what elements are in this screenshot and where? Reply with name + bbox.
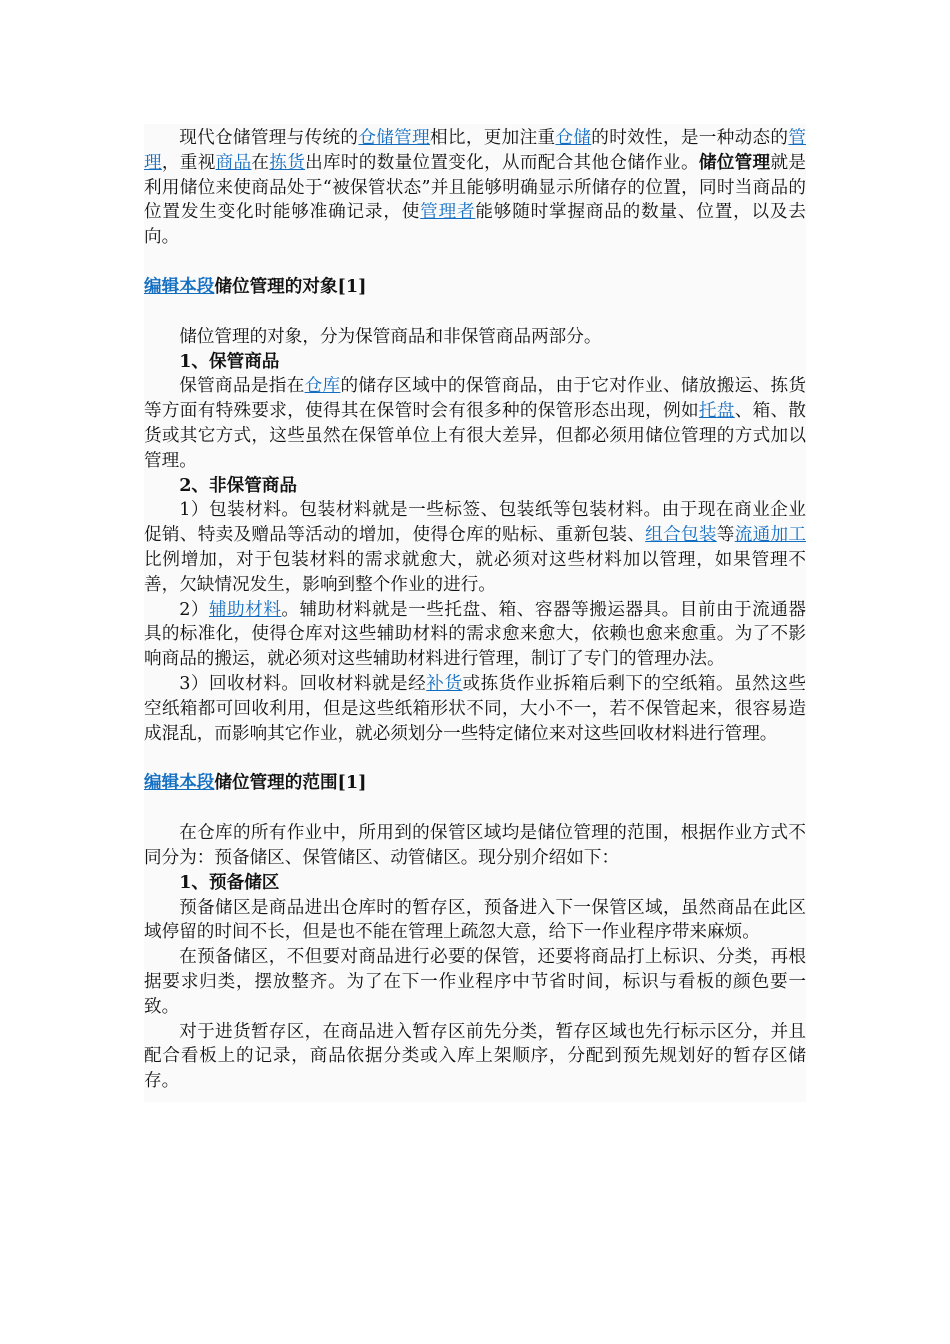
paragraph: 储位管理的对象，分为保管商品和非保管商品两部分。	[179, 326, 602, 347]
paragraph	[144, 672, 806, 746]
paragraph: 预备储区是商品进出仓库时的暂存区，预备进入下一保管区域，虽然商品在此区域停留的时间不长，但是也不能在管理上疏忽大意，给下一作业程序带来麻烦。	[144, 897, 806, 943]
subheading	[144, 474, 806, 499]
section-heading-scope	[144, 771, 806, 796]
article-body	[144, 124, 806, 1102]
link-warehouse[interactable]: 仓库	[304, 376, 341, 397]
subheading-text: 1、保管商品	[179, 350, 280, 372]
paragraph	[144, 498, 806, 597]
bold-term: 储位管理	[698, 151, 771, 173]
text: 或拣货作业拆箱后剩下的空纸箱。虽然这些空纸箱都可回收利用，但是这些纸箱形状不同，大小不一，若不保管起来，很容易造成混乱，而影响其它作业，就必须划分一些特定储位来对这些回收材料进行管理。	[144, 673, 806, 744]
text: 等	[716, 525, 735, 546]
link-warehousing[interactable]: 仓储	[555, 128, 592, 148]
edit-section-link[interactable]: 编辑本段	[144, 772, 215, 794]
link-auxiliary-materials[interactable]: 辅助材料	[209, 599, 282, 620]
section-title: 储位管理的对象[1]	[214, 275, 367, 297]
text: ，重视	[161, 152, 216, 173]
paragraph: 在仓库的所有作业中，所用到的保管区域均是储位管理的范围，根据作业方式不同分为：预备储区、保管储区、动管储区。现分别介绍如下：	[144, 823, 806, 868]
text: 现代仓储管理与传统的	[179, 128, 359, 148]
paragraph	[144, 374, 806, 473]
text: 比例增加，对于包装材料的需求就愈大，就必须对这些材料加以管理，如果管理不善，欠缺情况发生，影响到整个作业的进行。	[144, 549, 806, 595]
text: 出库时的数量位置变化，从而配合其他仓储作业。	[305, 152, 699, 173]
subheading-text: 1、预备储区	[179, 871, 280, 893]
paragraph: 对于进货暂存区，在商品进入暂存区前先分类，暂存区域也先行标示区分，并且配合看板上的记录，商品依据分类或入库上架顺序，分配到预先规划好的暂存区储存。	[144, 1021, 806, 1092]
link-management[interactable]: 管理	[144, 128, 806, 173]
link-pallet[interactable]: 托盘	[698, 401, 735, 422]
link-manager[interactable]: 管理者	[420, 202, 476, 223]
link-warehouse-management[interactable]: 仓储管理	[358, 128, 431, 148]
text: 3）回收材料。回收材料就是经	[179, 673, 427, 694]
link-distribution-processing[interactable]: 流通加工	[734, 525, 806, 546]
text: 的时效性，是一种动态的	[591, 128, 789, 148]
section-title: 储位管理的范围[1]	[214, 772, 367, 794]
text: 就是利用储位来使商品处于“被保管状态”并且能够明确显示所储存的位置，同时当商品的位置发生变化时能够准确记录，使	[144, 152, 806, 223]
link-goods[interactable]: 商品	[215, 152, 252, 173]
text: 1）包装材料。包装材料就是一些标签、包装纸等包装材料。由于现在商业企业促销、特卖及赠品等活动的增加，使得仓库的贴标、重新包装、	[144, 500, 806, 546]
text: 相比，更加注重	[430, 128, 556, 148]
link-picking[interactable]: 拣货	[269, 152, 306, 173]
subheading-text: 2、非保管商品	[179, 474, 297, 496]
paragraph: 在预备储区，不但要对商品进行必要的保管，还要将商品打上标识、分类，再根据要求归类，摆放整齐。为了在下一作业程序中节省时间，标识与看板的颜色要一致。	[144, 947, 806, 1017]
text: 。辅助材料就是一些托盘、箱、容器等搬运器具。目前由于流通器具的标准化，使得仓库对这些辅助材料的需求愈来愈大，依赖也愈来愈重。为了不影响商品的搬运，就必须对这些辅助材料进行管理，制订了专门的管理办法。	[144, 599, 806, 670]
edit-section-link[interactable]: 编辑本段	[144, 275, 215, 297]
subheading	[144, 871, 806, 896]
section-heading-objects	[144, 275, 806, 300]
subheading	[144, 350, 806, 375]
text: 的储存区域中的保管商品，由于它对作业、储放搬运、拣货等方面有特殊要求，使得其在保管时会有很多种的保管形态出现，例如	[144, 376, 806, 422]
paragraph	[144, 598, 806, 672]
text: 在	[251, 152, 270, 173]
text: 2）	[179, 599, 209, 620]
text: 、箱、散货或其它方式，这些虽然在保管单位上有很大差异，但都必须用储位管理的方式加以管理。	[144, 401, 806, 471]
text: 能够随时掌握商品的数量、位置，以及去向。	[144, 202, 806, 248]
link-combined-packaging[interactable]: 组合包装	[645, 525, 717, 546]
link-replenishment[interactable]: 补货	[426, 673, 463, 694]
text: 保管商品是指在	[179, 376, 305, 397]
intro-paragraph	[144, 126, 806, 250]
